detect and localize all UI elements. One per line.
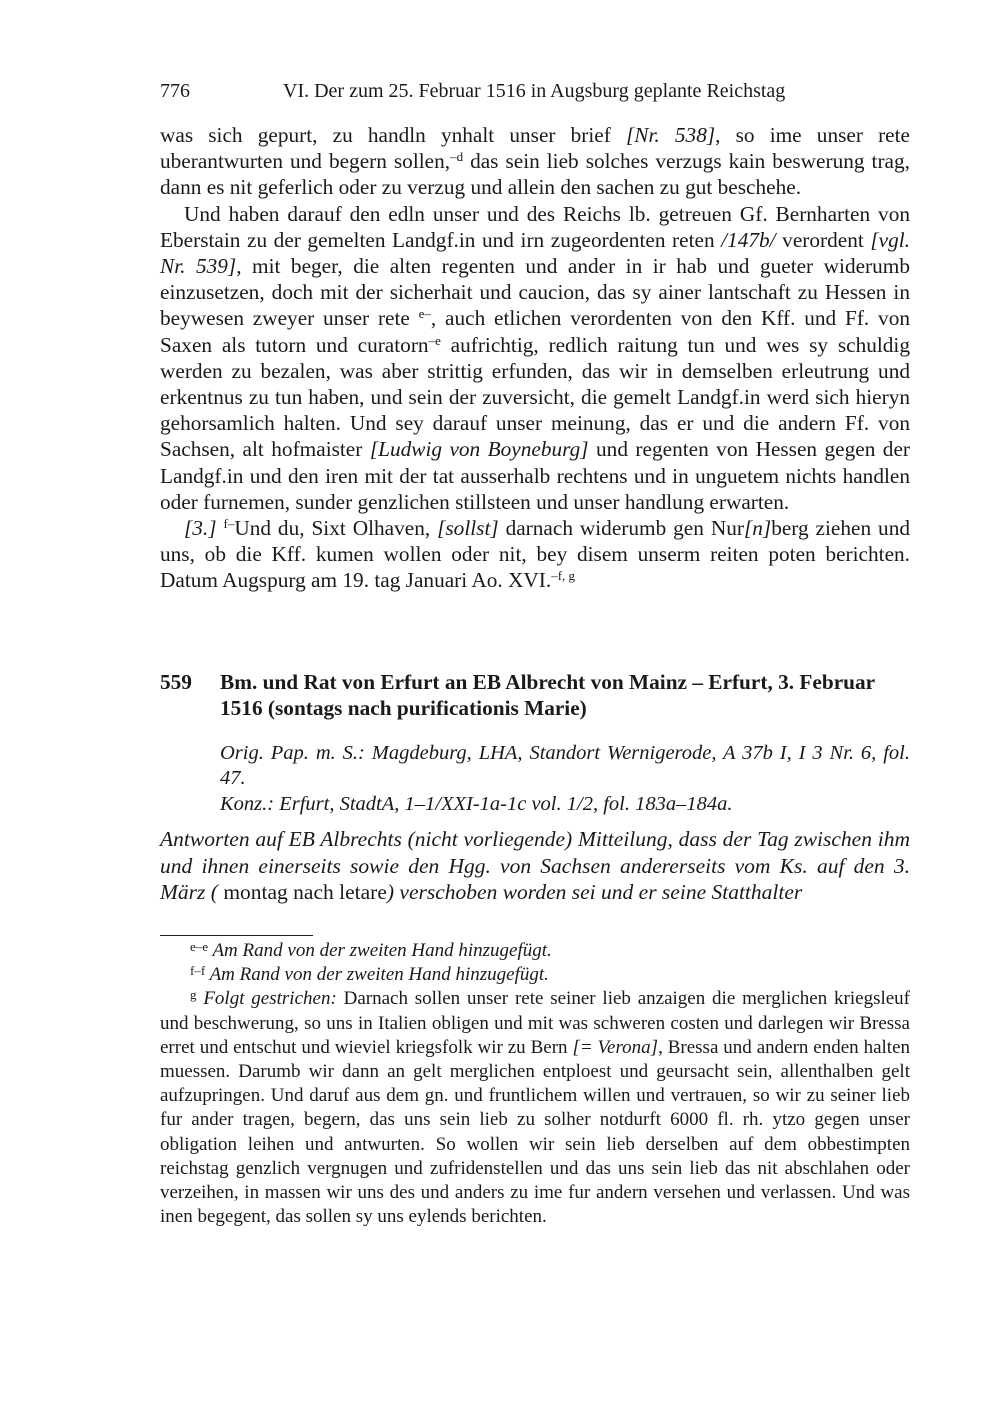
quoted-date: montag nach letare: [217, 880, 387, 904]
footnote-g: [160, 987, 910, 1229]
editorial-insertion: [= Verona]: [572, 1036, 659, 1058]
running-head: [160, 80, 910, 108]
footnote-ee: [160, 939, 910, 963]
footnote-text: Am Rand von der zweiten Hand hinzugefügt.: [205, 964, 549, 986]
text: und regenten von Hessen gegen der Landgf.in und den iren mit der tat ausserhalb rechtens und in unguetem nichts handlen oder furnemen, sunder genzlichen stillsteen und unser handlung erwarten.: [160, 437, 911, 514]
footnote-divider: [160, 935, 313, 936]
text: Antworten auf EB Albrechts (nicht vorliegende) Mitteilung, dass der Tag zwischen ihm und ihnen einerseits sowie den Hgg. von Sachsen andererseits vom Ks. auf den 3. März (: [160, 827, 910, 904]
main-text: [160, 122, 910, 594]
text: das sein lieb solches verzugs kain beswerung trag, dann es nit geferlich oder zu verzug und allein den sachen zu gut beschehe.: [160, 149, 910, 200]
page-number: 776: [160, 80, 190, 102]
footnote-text: Folgt gestrichen:: [196, 988, 337, 1010]
document-number: 559: [160, 670, 192, 694]
text: Und du, Sixt Olhaven,: [234, 516, 438, 541]
note-mark: –f, g: [551, 568, 576, 584]
document-heading: [160, 669, 910, 721]
source-original: Orig. Pap. m. S.: Magdeburg, LHA, Standort Wernigerode, A 37b I, I 3 Nr. 6, fol. 47.: [220, 742, 910, 789]
text: aufrichtig, redlich raitung tun und wes sy schuldig werden zu bezalen, was aber strittig erfunden, das wir in demselben erleutrung und erkentnus zu tun haben, und sein der zuversicht, die gemelt Landgf.in werd sich hieryn gehorsamlich halten. Und sey darauf unser meinung, das er und die andern Ff. von Sachsen, alt hofmaister: [160, 332, 910, 462]
text: berg ziehen und uns, ob die Kff. kumen wollen oder nit, bey disem unserm reiten poten berichten. Datum Augspurg am 19. tag Januari Ao. XVI.: [160, 516, 910, 593]
editorial-insertion: [sollst]: [437, 516, 499, 541]
running-title: VI. Der zum 25. Februar 1516 in Augsburg geplante Reichstag: [283, 80, 786, 102]
note-mark: g: [190, 987, 197, 1003]
paragraph-2: [160, 201, 910, 515]
editorial-reference: [Nr. 538]: [626, 123, 716, 147]
note-mark: –e: [428, 332, 441, 348]
text: darnach widerumb gen Nur: [498, 516, 744, 541]
source-draft: Konz.: Erfurt, StadtA, 1–1/XXI-1a-1c vol. 1/2, fol. 183a–184a.: [220, 793, 733, 815]
regest: [160, 826, 910, 906]
editorial-reference: [vgl. Nr. 539]: [160, 227, 910, 279]
note-mark: –d: [450, 149, 464, 165]
section-number: [3.]: [184, 516, 217, 541]
text: verordent: [775, 227, 871, 252]
footnote-ff: [160, 963, 910, 987]
paragraph-3: [160, 515, 910, 594]
paragraph-1: [160, 122, 910, 201]
text: ) verschoben worden sei und er seine Statthalter: [386, 880, 803, 904]
document-title: Bm. und Rat von Erfurt an EB Albrecht von Mainz – Erfurt, 3. Februar 1516 (sontags nach purificationis Marie): [220, 670, 875, 720]
source-list: [220, 741, 910, 817]
text: , auch etlichen verordenten von den Kff. und Ff. von Saxen als tutorn und curatorn: [160, 306, 910, 357]
editorial-insertion: [Ludwig von Boyneburg]: [369, 437, 589, 462]
note-mark: f–: [223, 516, 235, 532]
note-mark: f–f: [190, 963, 206, 979]
footnote-text: , Bressa und andern enden halten muessen. Darumb wir dann an gelt merglichen entploest und geursacht sein, allenthalben gelt aufzupringen. Und daruf aus dem gn. und fruntlichem willen und vertrauen, so wir zu seiner lieb fur ander tragen, begern, das uns sein lieb zu solher notdurft 6000 fl. rh. ytzo gegen unser obligation leihen und antwurten. So wollen wir sein lieb derselben auf dem obbestimpten reichstag genzlich vergnugen und zufridenstellen und das uns sein lieb das nit abschlahen oder verzeihen, in massen wir uns des und anders zu ime fur andern versehen und verlassen. Und was inen begegent, das sollen sy uns eylends berichten.: [160, 1036, 910, 1228]
footnotes: [160, 939, 910, 1229]
folio-mark: /147b/: [721, 227, 776, 252]
text: , mit beger, die alten regenten und ander in ir hab und gueter widerumb einzusetzen, doch mit der sicherhait und caucion, das sy ainer lantschaft zu Hessen in beywesen zweyer unser rete: [160, 254, 911, 331]
text: was sich gepurt, zu handln ynhalt unser brief: [160, 123, 626, 147]
text: Und haben darauf den edln unser und des Reichs lb. getreuen Gf. Bernharten von Eberstain zu der gemelten Landgf.in und irn zugeordenten reten: [160, 201, 910, 252]
text: , so ime unser rete uberantwurten und begern sollen,: [160, 123, 910, 174]
footnote-text: Darnach sollen unser rete seiner lieb anzaigen die merglichen kriegsleuf und beschwerung, so uns in Italien obligen und mit was schweren costen und darlegen wir Bressa erret und entschut und wieviel kriegsfolk wir zu Bern: [160, 988, 911, 1058]
note-mark: e–e: [190, 939, 209, 954]
editorial-insertion: [n]: [743, 516, 772, 541]
footnote-text: Am Rand von der zweiten Hand hinzugefügt.: [208, 940, 552, 961]
note-mark: e–: [418, 306, 431, 322]
